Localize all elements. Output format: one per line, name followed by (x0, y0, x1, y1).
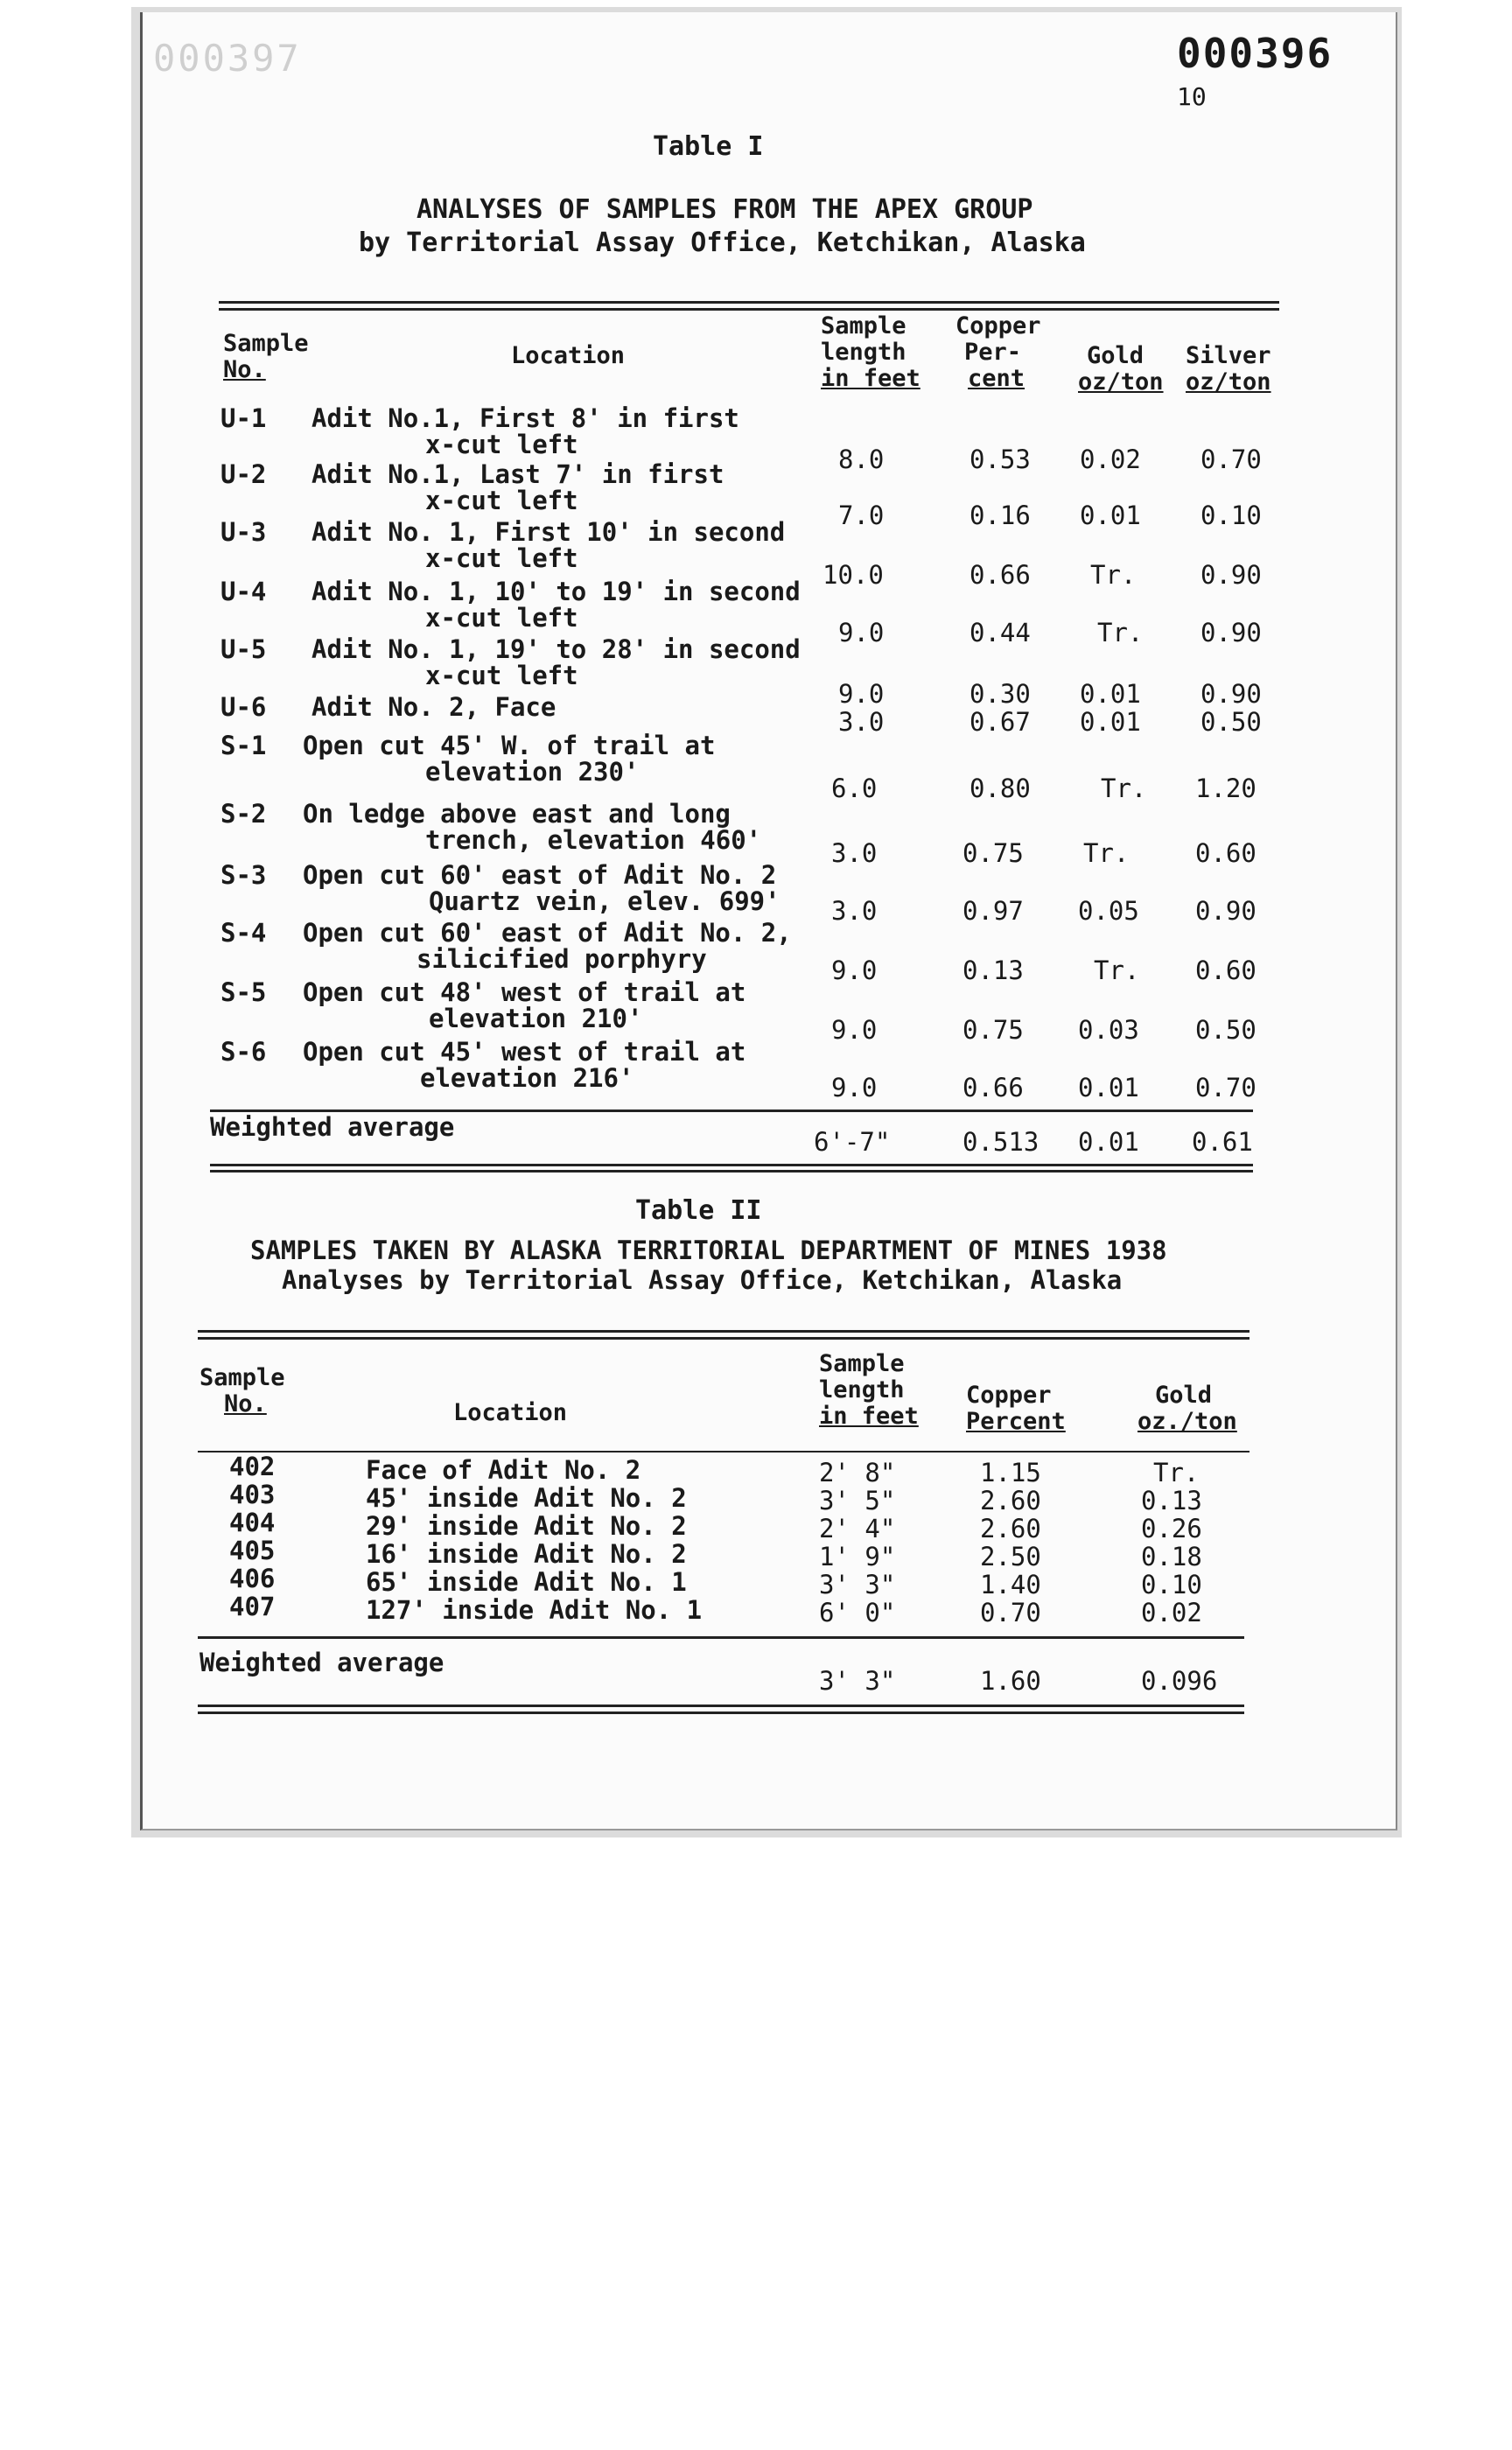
t1-cell-no: U-2 (220, 459, 267, 489)
t1-weighted-copper: 0.513 (962, 1127, 1040, 1157)
t1-cell-length: 9.0 (831, 1015, 878, 1045)
t2-header-length: Sample length in feet (819, 1350, 919, 1430)
t1-cell-silver: 0.90 (1195, 896, 1256, 926)
t1-cell-loc: Adit No. 1, 19' to 28' in second (312, 634, 801, 664)
table2-header-rule (198, 1451, 1250, 1452)
t1-cell-loc: Open cut 60' east of Adit No. 2, (303, 918, 792, 948)
t1-cell-gold: 0.02 (1080, 444, 1141, 474)
t1-cell-silver: 0.10 (1200, 500, 1262, 530)
t1-header-copper: Copper Per- cent (956, 312, 1041, 392)
table1-top-rule (219, 301, 1279, 304)
t1-cell-silver: 0.70 (1195, 1073, 1256, 1102)
t2-cell-loc: 29' inside Adit No. 2 (366, 1511, 687, 1541)
t1-cell-length: 9.0 (838, 679, 885, 709)
t2-header-gold: Gold oz./ton (1138, 1382, 1237, 1435)
t1-cell-gold: 0.05 (1078, 896, 1139, 926)
table2-bottom-rule-2 (198, 1712, 1244, 1714)
t1-cell-copper: 0.66 (962, 1073, 1024, 1102)
t1-cell-loc: Open cut 45' west of trail at (303, 1037, 746, 1067)
t2-cell-no: 406 (229, 1564, 276, 1593)
t2-cell-length: 6' 0" (819, 1598, 896, 1628)
t1-cell-copper: 0.13 (962, 956, 1024, 985)
table2-title: SAMPLES TAKEN BY ALASKA TERRITORIAL DEPARTMENT OF MINES 1938 (250, 1236, 1167, 1265)
t1-cell-length: 3.0 (838, 707, 885, 737)
t1-cell-gold: Tr. (1083, 838, 1130, 868)
t1-cell-gold: 0.01 (1078, 1073, 1139, 1102)
t2-cell-copper: 1.15 (980, 1458, 1041, 1488)
t1-cell-copper: 0.16 (970, 500, 1031, 530)
t2-cell-loc: 16' inside Adit No. 2 (366, 1539, 687, 1569)
t1-cell-no: S-4 (220, 918, 267, 948)
t1-weighted-label: Weighted average (210, 1112, 455, 1142)
t1-cell-silver: 0.60 (1195, 956, 1256, 985)
t2-weighted-gold: 0.096 (1141, 1666, 1218, 1696)
t1-cell-no: U-4 (220, 577, 267, 606)
t1-cell-length: 9.0 (831, 1073, 878, 1102)
t1-cell-copper: 0.67 (970, 707, 1031, 737)
t1-cell-loc: Adit No.1, Last 7' in first (312, 459, 724, 489)
t1-header-sample-no: Sample No. (223, 330, 309, 383)
t1-cell-length: 7.0 (838, 500, 885, 530)
table2-bottom-rule (198, 1704, 1244, 1707)
t1-cell-length: 3.0 (831, 896, 878, 926)
t1-cell-copper: 0.75 (962, 1015, 1024, 1045)
t2-cell-no: 407 (229, 1592, 276, 1621)
t2-header-sample-no: Sample No. (200, 1364, 285, 1418)
t1-cell-loc2: x-cut left (425, 430, 578, 459)
table2-total-rule (198, 1636, 1244, 1639)
t1-cell-no: U-6 (220, 692, 267, 722)
t1-cell-gold: 0.01 (1080, 679, 1141, 709)
table2-top-rule-2 (198, 1337, 1250, 1340)
document-stamp-number: 000396 (1177, 30, 1334, 77)
t2-cell-gold: Tr. (1153, 1458, 1200, 1488)
t2-weighted-length: 3' 3" (819, 1666, 896, 1696)
t1-weighted-silver: 0.61 (1192, 1127, 1253, 1157)
t1-cell-silver: 0.70 (1200, 444, 1262, 474)
t1-cell-length: 9.0 (838, 618, 885, 648)
t1-cell-loc: Adit No. 1, First 10' in second (312, 517, 786, 547)
t1-weighted-gold: 0.01 (1078, 1127, 1139, 1157)
t2-cell-no: 403 (229, 1480, 276, 1509)
t1-cell-no: S-5 (220, 977, 267, 1007)
t1-cell-length: 10.0 (822, 560, 884, 590)
t2-cell-gold: 0.02 (1141, 1598, 1202, 1628)
t1-cell-loc: Open cut 48' west of trail at (303, 977, 746, 1007)
table1-bottom-rule (210, 1164, 1253, 1166)
t1-cell-loc: Adit No. 1, 10' to 19' in second (312, 577, 801, 606)
table2-top-rule (198, 1330, 1250, 1333)
t1-cell-no: S-3 (220, 860, 267, 890)
t1-cell-loc2: elevation 216' (420, 1063, 634, 1093)
t1-cell-silver: 0.90 (1200, 679, 1262, 709)
t2-cell-copper: 1.40 (980, 1570, 1041, 1600)
t1-cell-loc2: elevation 210' (429, 1004, 643, 1033)
t1-header-silver: Silver oz/ton (1186, 342, 1271, 396)
t2-cell-copper: 2.50 (980, 1542, 1041, 1572)
t1-cell-copper: 0.80 (970, 774, 1031, 803)
t2-weighted-copper: 1.60 (980, 1666, 1041, 1696)
t1-cell-gold: 0.01 (1080, 500, 1141, 530)
t1-cell-copper: 0.30 (970, 679, 1031, 709)
t2-cell-copper: 2.60 (980, 1486, 1041, 1516)
t1-cell-copper: 0.44 (970, 618, 1031, 648)
table2-caption: Table II (635, 1195, 762, 1226)
t1-cell-loc: Open cut 60' east of Adit No. 2 (303, 860, 777, 890)
t2-cell-loc: 127' inside Adit No. 1 (366, 1595, 703, 1625)
t1-cell-no: S-1 (220, 731, 267, 760)
t1-cell-silver: 0.50 (1200, 707, 1262, 737)
t1-cell-silver: 0.90 (1200, 618, 1262, 648)
t2-cell-gold: 0.26 (1141, 1514, 1202, 1544)
t1-cell-no: U-5 (220, 634, 267, 664)
t2-weighted-label: Weighted average (200, 1648, 444, 1677)
t1-cell-copper: 0.66 (970, 560, 1031, 590)
t1-cell-no: U-1 (220, 403, 267, 433)
t1-weighted-length: 6'-7" (814, 1127, 891, 1157)
t1-cell-silver: 0.90 (1200, 560, 1262, 590)
t1-cell-copper: 0.53 (970, 444, 1031, 474)
table1-title: ANALYSES OF SAMPLES FROM THE APEX GROUP (416, 194, 1033, 225)
t1-header-location: Location (511, 342, 626, 369)
t2-header-copper: Copper Percent (966, 1382, 1066, 1435)
page-number: 10 (1177, 82, 1207, 111)
t1-cell-no: S-6 (220, 1037, 267, 1067)
t1-cell-length: 8.0 (838, 444, 885, 474)
t1-cell-gold: Tr. (1101, 774, 1147, 803)
table1-subtitle: by Territorial Assay Office, Ketchikan, Alaska (359, 228, 1086, 258)
t1-cell-length: 3.0 (831, 838, 878, 868)
t1-cell-length: 9.0 (831, 956, 878, 985)
t1-cell-copper: 0.75 (962, 838, 1024, 868)
t1-cell-loc2: x-cut left (425, 543, 578, 573)
t1-cell-loc2: x-cut left (425, 661, 578, 690)
t2-cell-length: 2' 8" (819, 1458, 896, 1488)
t1-cell-copper: 0.97 (962, 896, 1024, 926)
t1-cell-gold: Tr. (1097, 618, 1144, 648)
t2-cell-loc: Face of Adit No. 2 (366, 1455, 641, 1485)
t1-cell-length: 6.0 (831, 774, 878, 803)
t2-cell-gold: 0.18 (1141, 1542, 1202, 1572)
t2-cell-length: 3' 3" (819, 1570, 896, 1600)
table1-top-rule-2 (219, 308, 1279, 311)
t1-cell-loc: Open cut 45' W. of trail at (303, 731, 716, 760)
t2-cell-no: 405 (229, 1536, 276, 1565)
t1-header-length: Sample length in feet (821, 312, 920, 392)
t1-cell-silver: 0.50 (1195, 1015, 1256, 1045)
table1-caption: Table I (653, 131, 764, 162)
t1-cell-no: S-2 (220, 799, 267, 829)
t1-cell-loc2: trench, elevation 460' (425, 825, 762, 855)
t1-header-gold: Gold oz/ton (1078, 342, 1164, 396)
t2-cell-length: 3' 5" (819, 1486, 896, 1516)
t1-cell-gold: 0.01 (1080, 707, 1141, 737)
t1-cell-gold: Tr. (1090, 560, 1137, 590)
t2-cell-loc: 65' inside Adit No. 1 (366, 1567, 687, 1597)
t1-cell-loc: On ledge above east and long (303, 799, 731, 829)
t2-cell-gold: 0.13 (1141, 1486, 1202, 1516)
t2-cell-loc: 45' inside Adit No. 2 (366, 1483, 687, 1513)
t2-cell-copper: 2.60 (980, 1514, 1041, 1544)
t1-cell-loc2: Quartz vein, elev. 699' (429, 886, 780, 916)
t1-cell-loc2: silicified porphyry (416, 944, 707, 974)
t2-cell-gold: 0.10 (1141, 1570, 1202, 1600)
t1-cell-loc2: elevation 230' (425, 757, 640, 787)
table1-bottom-rule-2 (210, 1170, 1253, 1172)
t1-cell-loc2: x-cut left (425, 486, 578, 515)
t1-cell-loc: Adit No. 2, Face (312, 692, 556, 722)
t2-cell-no: 404 (229, 1508, 276, 1537)
t2-cell-length: 2' 4" (819, 1514, 896, 1544)
t1-cell-gold: Tr. (1094, 956, 1140, 985)
t1-cell-loc2: x-cut left (425, 603, 578, 633)
t2-header-location: Location (453, 1399, 568, 1426)
t1-cell-no: U-3 (220, 517, 267, 547)
ghost-stamp-number: 000397 (153, 37, 302, 80)
t2-cell-no: 402 (229, 1452, 276, 1481)
t1-cell-gold: 0.03 (1078, 1015, 1139, 1045)
t2-cell-length: 1' 9" (819, 1542, 896, 1572)
t1-cell-silver: 1.20 (1195, 774, 1256, 803)
t1-cell-loc: Adit No.1, First 8' in first (312, 403, 739, 433)
table2-subtitle: Analyses by Territorial Assay Office, Ketchikan, Alaska (282, 1265, 1123, 1295)
t1-cell-silver: 0.60 (1195, 838, 1256, 868)
t2-cell-copper: 0.70 (980, 1598, 1041, 1628)
